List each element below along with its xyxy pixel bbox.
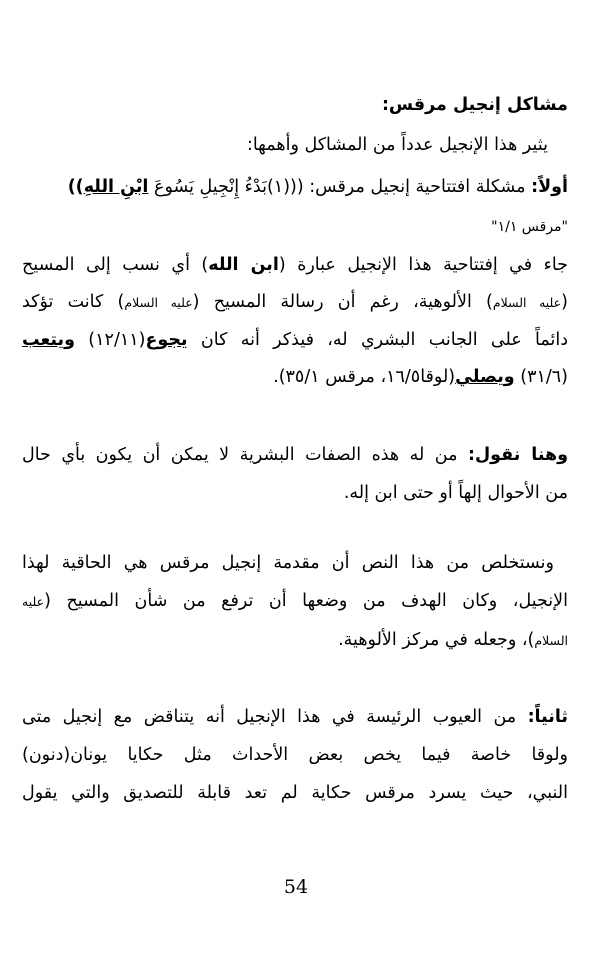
p2-text: من الأحوال إلهاً أو حتى ابن إله.	[343, 483, 568, 503]
first-reference: "مرقس ١/١"	[491, 219, 568, 235]
paragraph-4	[22, 702, 568, 808]
intro-text: يثير هذا الإنجيل عدداً من المشاكل وأهمها:	[246, 135, 548, 155]
p1-keyword: يجوع	[145, 330, 188, 350]
p1-keyword: ويصلي	[455, 367, 515, 387]
first-verse-plain: (١)بَدْءُ إِنْجِيلِ يَسُوعَ	[154, 177, 291, 197]
first-verse-underlined: ابْنِ اللهِ	[83, 177, 149, 197]
section-heading: مشاكل إنجيل مرقس:	[381, 95, 568, 115]
p4-lead: ثانياً:	[527, 707, 568, 727]
p1-text: ) كانت تؤكد	[22, 292, 125, 312]
intro-line	[22, 130, 568, 160]
paragraph-3	[22, 548, 568, 656]
first-verse-close: ))	[67, 177, 84, 197]
p1-text: ) أي نسب إلى المسيح	[22, 255, 209, 275]
p1-text: دائماً على الجانب البشري له، فيذكر أنه كان	[187, 330, 568, 350]
p1-honorific: عليه السلام	[492, 295, 562, 310]
p4-text: من العيوب الرئيسة في هذا الإنجيل أنه يتناقض مع إنجيل متى	[22, 707, 528, 727]
paragraph-2	[22, 440, 568, 508]
p1-text: جاء في إفتتاحية هذا الإنجيل عبارة (	[278, 255, 568, 275]
p1-text: (لوقا١٦/٥، مرقس ٣٥/١).	[273, 367, 456, 387]
first-problem	[22, 172, 568, 202]
paragraph-1	[22, 250, 568, 392]
p1-honorific: عليه السلام	[124, 295, 193, 310]
first-text: مشكلة افتتاحية إنجيل مرقس: ((	[290, 177, 526, 197]
p3-honorific: عليه	[22, 594, 45, 609]
p3-text: الإنجيل، وكان الهدف من وضعها أن ترفع من شأن المسيح (	[44, 591, 568, 611]
p2-text: من له هذه الصفات البشرية لا يمكن أن يكون بأي حال	[22, 445, 468, 465]
first-label: أولاً:	[531, 177, 568, 197]
first-reference-line	[22, 212, 568, 242]
page-number: 54	[283, 876, 309, 898]
p1-text: (١٢/١١)	[75, 330, 146, 350]
p2-lead: وهنا نقول:	[467, 445, 568, 465]
p3-honorific: السلام	[534, 633, 568, 648]
section-heading-block	[22, 90, 568, 120]
p4-text: ولوقا خاصة فيما يخص بعض الأحداث مثل حكايا يونان(دنون)	[22, 745, 568, 765]
p3-text: ونستخلص من هذا النص أن مقدمة إنجيل مرقس هي الحاقية لهذا	[22, 553, 554, 573]
p1-text: ) الألوهية، رغم أن رسالة المسيح (	[192, 292, 493, 312]
p3-text: )، وجعله في مركز الألوهية.	[338, 630, 535, 650]
p4-text: النبي، حيث يسرد مرقس حكاية لم تعد قابلة للتصديق والتي يقول	[22, 783, 568, 803]
p1-keyword: ويتعب	[22, 330, 75, 350]
p1-text: (	[561, 292, 568, 312]
p1-bold-phrase: ابن الله	[208, 255, 279, 275]
p1-text: (٣١/٦)	[514, 367, 568, 387]
